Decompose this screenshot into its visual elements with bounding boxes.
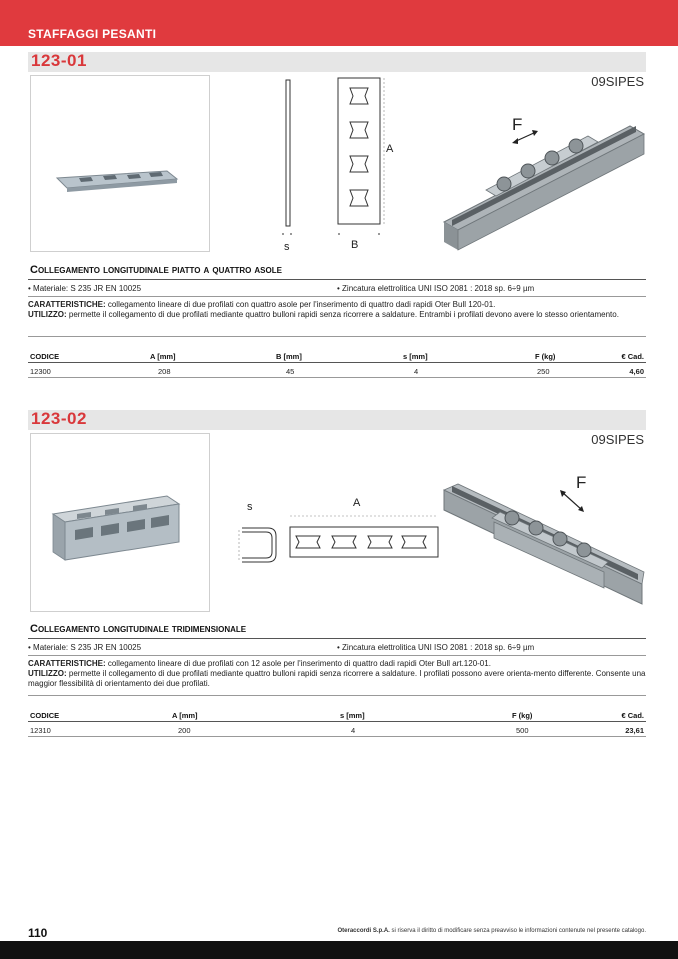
table-cell: 4 [351,726,356,735]
table-cell: 208 [158,367,171,376]
features-label: CARATTERISTICHE: [28,300,106,309]
material-spec: • Materiale: S 235 JR EN 10025 [28,284,142,293]
section-code: 123-02 [31,409,87,428]
product-photo-123-01 [30,75,210,252]
usage-text: permette il collegamento di due profilati mediante quattro bulloni rapidi senza ricorrere a saldature. I profilati possono avere orienta-mento differente. Consente una maggior flessibilità di orientamento dei due profilati. [28,669,646,688]
assembly-image-123-02 [438,462,648,612]
table-header: € Cad. [621,352,644,361]
coating-spec: • Zincatura elettrolitica UNI ISO 2081 : 2018 sp. 6÷9 µm [337,284,535,293]
dim-label-a: A [386,143,394,155]
section-code: 123-01 [31,51,87,70]
table-header: CODICE [30,711,60,720]
material-spec: • Materiale: S 235 JR EN 10025 [28,643,142,652]
technical-drawing-123-02 [236,494,446,574]
usage-label: UTILIZZO: [28,310,67,319]
catalog-code: 09SIPES [591,74,644,89]
features-text: collegamento lineare di due profilati con 12 asole per l'inserimento di quattro dadi rapidi Oter Bull art.120-01. [105,659,491,668]
product-title: Collegamento longitudinale piatto a quattro asole [30,264,282,276]
table-cell: 45 [286,367,295,376]
table-cell: 12300 [30,367,51,376]
dim-label-b: B [351,239,359,251]
table-cell: 200 [178,726,191,735]
table-header: CODICE [30,352,60,361]
section-header-123-02 [28,410,646,430]
dim-label-s: s [284,241,290,253]
section-header-123-01 [28,52,646,72]
table-header: A [mm] [172,711,198,720]
footer-company: Oteraccordi S.p.A. [337,928,390,934]
page-title: STAFFAGGI PESANTI [28,27,157,41]
table-cell-price: 23,61 [625,726,644,735]
features-text: collegamento lineare di due profilati con quattro asole per l'inserimento di quattro dadi rapidi Oter Bull 120-01. [105,300,496,309]
table-cell: 250 [537,367,550,376]
force-label-f: F [512,115,523,134]
dim-label-s: s [247,501,253,513]
divider [28,655,646,656]
table-header: € Cad. [621,711,644,720]
product-title: Collegamento longitudinale tridimensionale [30,623,247,635]
table-cell: 4 [414,367,419,376]
table-cell-price: 4,60 [629,367,644,376]
flat-plate-image [31,76,209,251]
footer-disclaimer [338,928,647,934]
table-divider [28,362,646,363]
table-divider [28,377,646,378]
table-cell: 12310 [30,726,51,735]
table-header: F (kg) [535,352,556,361]
technical-drawing-123-01 [270,74,410,254]
u-channel-image [31,434,209,611]
table-header: F (kg) [512,711,533,720]
features-label: CARATTERISTICHE: [28,659,106,668]
table-header: A [mm] [150,352,176,361]
dim-label-a: A [353,497,361,509]
usage-text: permette il collegamento di due profilati mediante quattro bulloni rapidi senza ricorrere a saldature. Entrambi i profilati devono avere lo stesso orientamento. [66,310,619,319]
table-cell: 500 [516,726,529,735]
footer-note-text: si riserva il diritto di modificare senza preavviso le informazioni contenute nel presente catalogo. [389,928,646,934]
divider [28,279,646,280]
table-header: s [mm] [340,711,365,720]
divider [28,638,646,639]
divider [28,695,646,696]
assembly-image-123-01 [438,104,648,254]
coating-spec: • Zincatura elettrolitica UNI ISO 2081 : 2018 sp. 6÷9 µm [337,643,535,652]
catalog-code: 09SIPES [591,432,644,447]
force-label-f: F [576,473,587,492]
table-header: s [mm] [403,352,428,361]
divider [28,336,646,337]
table-divider [28,736,646,737]
divider [28,296,646,297]
footer-bar [0,941,678,959]
header-bar [0,0,678,46]
usage-label: UTILIZZO: [28,669,67,678]
product-description [28,300,646,320]
product-photo-123-02 [30,433,210,612]
product-description [28,659,646,689]
page-number: 110 [28,926,48,940]
table-divider [28,721,646,722]
table-header: B [mm] [276,352,302,361]
